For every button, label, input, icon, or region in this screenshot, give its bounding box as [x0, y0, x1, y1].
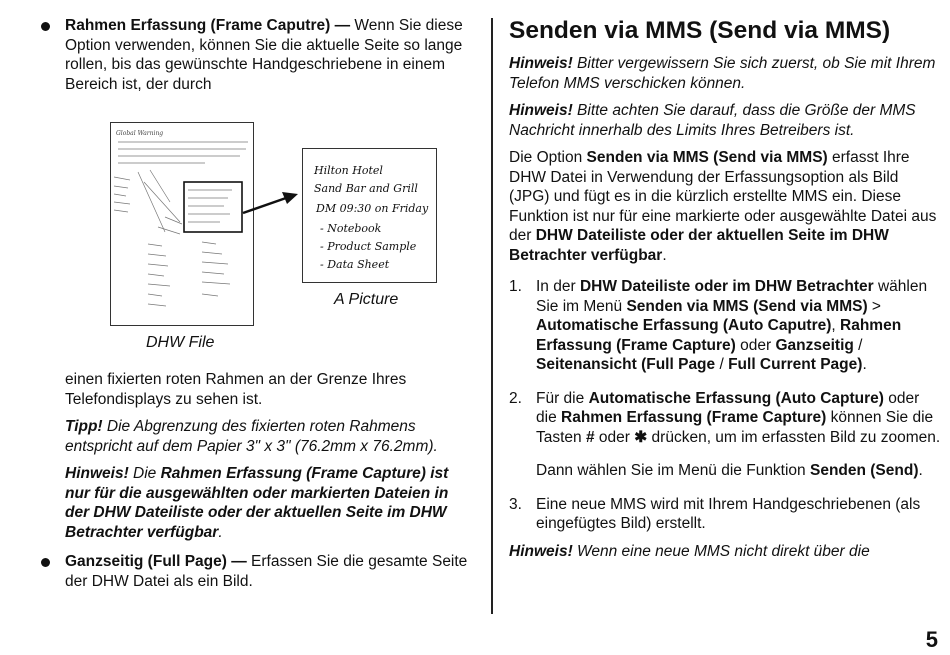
- tip-text: Die Abgrenzung des fixierten roten Rahmens entspricht auf dem Papier 3" x 3" (76.2mm x 76.2mm).: [65, 418, 438, 455]
- column-divider: [491, 18, 493, 614]
- bullet-title: Ganzseitig (Full Page): [65, 553, 227, 570]
- step-bold: Seitenansicht (Full Page: [536, 356, 716, 373]
- intro-text: .: [662, 246, 667, 264]
- handwriting-line: DM 09:30 on Friday: [316, 202, 429, 215]
- step-text: Für die: [536, 389, 589, 407]
- note-post: .: [218, 523, 223, 541]
- star-key-icon: ✱: [634, 428, 648, 446]
- intro-text: erfasst Ihre DHW Datei in Verwendung der Erfassungsoption als Bild (JPG) und fügt es in die kürzlich erstellte MMS ein. Diese Funktion ist nur für eine markierte oder ausgewählte Datei aus der: [509, 149, 937, 244]
- hint-label: Hinweis!: [509, 55, 573, 72]
- dhw-file-caption: DHW File: [146, 334, 215, 351]
- bullet-frame-capture: [38, 16, 468, 94]
- step-text: können Sie die Tasten: [536, 409, 934, 446]
- step-text: oder: [735, 336, 776, 354]
- handwriting-line: Hilton Hotel: [314, 164, 383, 177]
- step-text: In der: [536, 278, 580, 295]
- handwriting-line: - Data Sheet: [320, 258, 390, 271]
- page-number: 5: [925, 627, 938, 652]
- intro-bold: DHW Dateiliste oder der aktuellen Seite im DHW Betrachter verfügbar: [509, 227, 889, 264]
- tip-label: Tipp!: [65, 418, 103, 435]
- hint-label: Hinweis!: [509, 542, 573, 560]
- step-text: oder: [594, 428, 635, 446]
- steps-list: [509, 277, 941, 534]
- note-label: Hinweis!: [65, 465, 129, 482]
- step-text: Dann wählen Sie im Menü die Funktion: [536, 462, 810, 479]
- step-bold: Ganzseitig: [775, 336, 854, 354]
- hash-key: #: [585, 428, 595, 446]
- note-paragraph: [38, 464, 468, 542]
- left-column: [38, 16, 468, 94]
- hint-text: Bitte achten Sie darauf, dass die Größe der MMS Nachricht innerhalb des Limits Ihres Betreibers ist.: [509, 102, 916, 139]
- step-text: >: [867, 297, 881, 315]
- handwriting-line: - Product Sample: [320, 240, 417, 253]
- bullet-full-page: [38, 552, 468, 591]
- step-text: ,: [831, 317, 841, 334]
- step-bold: Senden (Send): [809, 462, 919, 479]
- step-text: wählen Sie im Menü: [536, 278, 928, 315]
- bullet-dash: —: [330, 17, 355, 34]
- step-1: [509, 277, 941, 375]
- left-continued: [38, 370, 468, 591]
- step-number: 3.: [509, 495, 522, 513]
- step-bold: Rahmen Erfassung (Frame Capture): [561, 409, 827, 426]
- frame-description: einen fixierten roten Rahmen an der Grenze Ihres Telefondisplays zu sehen ist.: [65, 371, 407, 408]
- step-text: Eine neue MMS wird mit Ihrem Handgeschriebenen (als eingefügtes Bild) erstellt.: [536, 495, 921, 532]
- picture-caption: A Picture: [334, 291, 399, 308]
- bullet-text: Erfassen Sie die gesamte Seite der DHW Datei als ein Bild.: [65, 553, 468, 590]
- bullet-dash: —: [226, 553, 252, 570]
- bullet-text: Wenn Sie diese Option verwenden, können Sie die aktuelle Seite so lange rollen, bis das gewünschte Handgeschriebene in einem Bereich ist, der durch: [65, 17, 463, 93]
- bullet-title: Rahmen Erfassung (Frame Caputre): [65, 17, 331, 34]
- step-2-followup: [536, 461, 941, 481]
- step-2: [509, 389, 941, 481]
- step-bold: Full Current Page): [728, 356, 863, 373]
- step-3: [509, 495, 941, 534]
- hint-label: Hinweis!: [509, 102, 573, 119]
- step-bold: Rahmen Erfassung (Frame Capture): [536, 317, 902, 354]
- step-2-paragraph: [536, 389, 941, 448]
- section-heading: Senden via MMS (Send via MMS): [509, 17, 891, 44]
- intro-bold: Senden via MMS (Send via MMS): [586, 149, 828, 166]
- intro-paragraph: [509, 148, 941, 265]
- note-bold: Rahmen Erfassung (Frame Capture) ist nur für die ausgewählten oder markierten Dateien in der DHW Dateiliste oder der aktuellen Seite im DHW Betrachter verfügbar: [65, 465, 449, 541]
- handwriting-line: - Notebook: [320, 222, 382, 235]
- capture-illustration: [110, 122, 440, 357]
- right-column: [509, 16, 941, 561]
- step-bold: Senden via MMS (Send via MMS): [626, 297, 868, 315]
- tip-paragraph: [38, 417, 468, 456]
- hint-text: Bitter vergewissern Sie sich zuerst, ob Sie mit Ihrem Telefon MMS verschicken können.: [509, 55, 936, 92]
- hint-text: Wenn eine neue MMS nicht direkt über die: [572, 542, 870, 560]
- hint-mms-capability: [509, 54, 941, 93]
- step-number: 1.: [509, 278, 522, 295]
- step-bold: Automatische Erfassung (Auto Caputre): [536, 317, 832, 334]
- step-text: /: [715, 356, 729, 373]
- note-pre: Die: [128, 465, 161, 482]
- hint-size-limit: [509, 101, 941, 140]
- step-bold: DHW Dateiliste oder im DHW Betrachter: [579, 278, 874, 295]
- thumb-title: Global Warning: [116, 130, 164, 137]
- bullet-icon: [41, 558, 50, 567]
- step-text: .: [862, 356, 867, 373]
- bullet-icon: [41, 22, 50, 31]
- step-number: 2.: [509, 389, 522, 407]
- step-text: oder die: [536, 389, 920, 426]
- step-bold: Automatische Erfassung (Auto Capture): [588, 389, 884, 407]
- hint-new-mms: [509, 542, 941, 562]
- step-text: drücken, um im erfassten Bild zu zoomen.: [647, 428, 941, 446]
- intro-text: Die Option: [509, 149, 587, 166]
- handwriting-line: Sand Bar and Grill: [314, 182, 418, 195]
- step-text: /: [853, 336, 863, 354]
- step-text: .: [918, 462, 923, 479]
